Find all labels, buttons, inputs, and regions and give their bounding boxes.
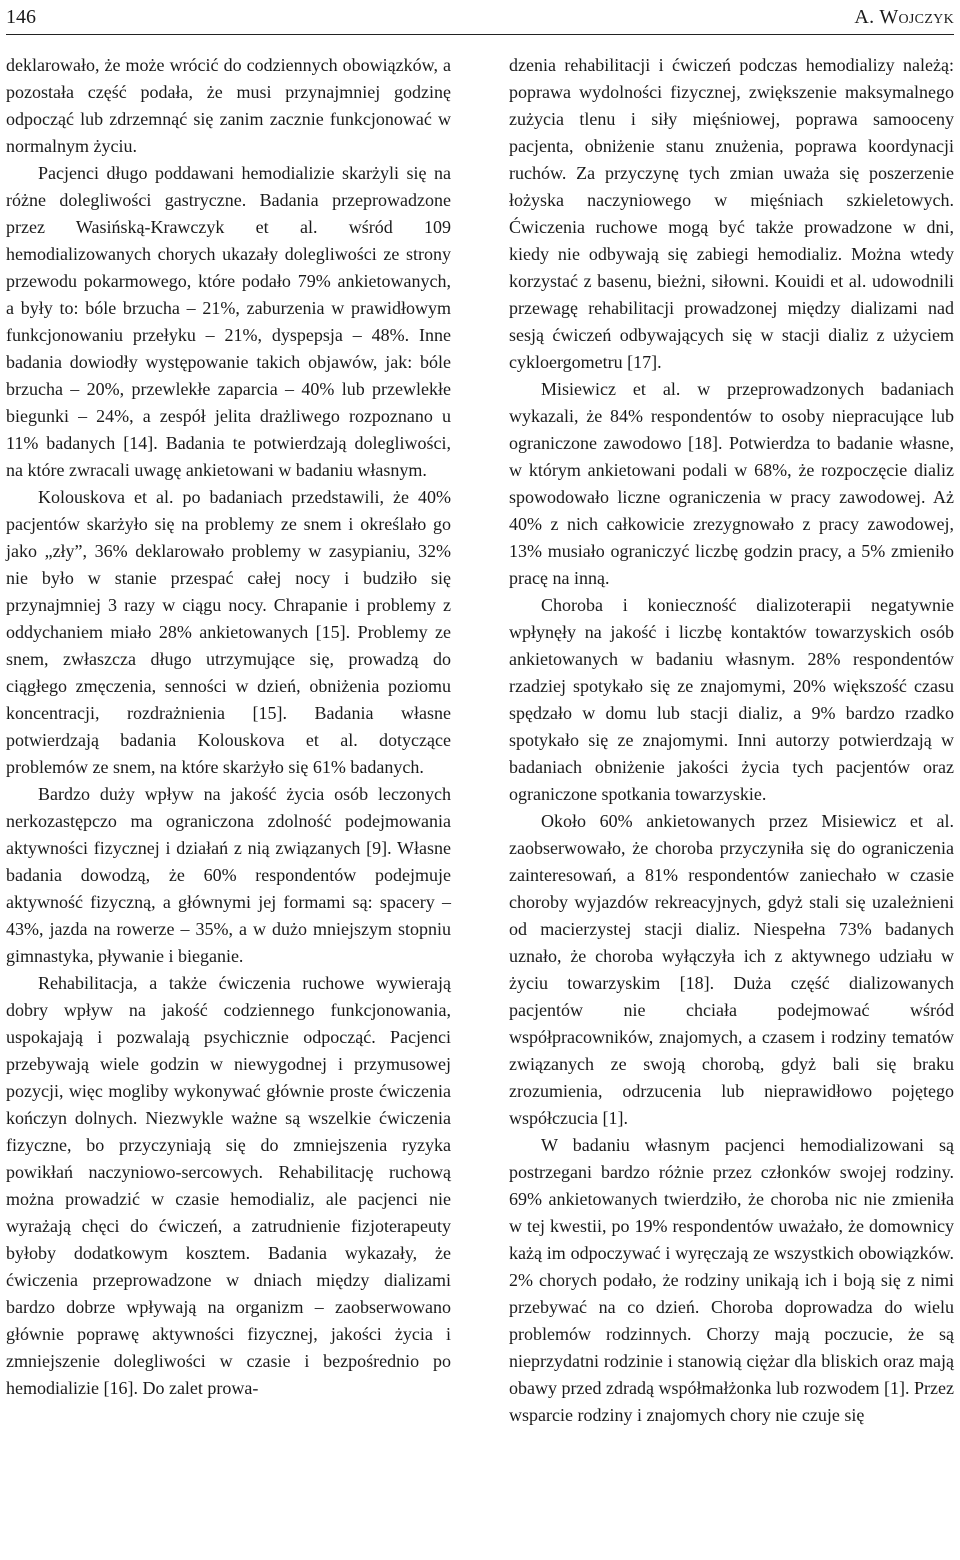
- paragraph: Choroba i konieczność dializoterapii negatywnie wpłynęły na jakość i liczbę kontaktów towarzyskich osób ankietowanych w badaniu własnym. 28% respondentów rzadziej spotykało się ze znajomymi, 20% większość czasu spędzało w domu lub stacji dializ, a 9% bardzo rzadko spotykało się ze znajomymi. Inni autorzy potwierdzają w badaniach obniżenie jakości życia tych pacjentów oraz ograniczone spotkania towarzyskie.: [509, 595, 954, 804]
- running-header: [6, 0, 954, 35]
- paragraph: Bardzo duży wpływ na jakość życia osób leczonych nerkozastępczo ma ograniczona zdolność podejmowania aktywności fizycznej i działań z nią związanych [9]. Własne badania dowodzą, że 60% respondentów podejmuje aktywność fizyczną, a głównymi jej formami są: spacery – 43%, jazda na rowerze – 35%, a w dużo mniejszym stopniu gimnastyka, pływanie i bieganie.: [6, 784, 451, 966]
- page-number: 146: [6, 6, 36, 28]
- paragraph: deklarowało, że może wrócić do codziennych obowiązków, a pozostała część podała, że musi przynajmniej godzinę odpocząć lub zdrzemnąć się zanim zacznie funkcjonować w normalnym życiu.: [6, 55, 451, 156]
- paragraph: Około 60% ankietowanych przez Misiewicz et al. zaobserwowało, że choroba przyczyniła się do ograniczenia zainteresowań, a 81% respondentów zaniechało w czasie choroby wyjazdów rekreacyjnych, gdyż stali się uzależnieni od macierzystej stacji dializ. Niespełna 73% badanych uznało, że choroba wyłączyła ich z aktywnego udziału w życiu towarzyskim [18]. Duża część dializowanych pacjentów nie chciała podejmować wśród współpracowników, znajomych, a czasem i rodziny tematów związanych ze swoją chorobą, gdyż bali się braku zrozumienia, odrzucenia lub nieprawidłowo pojętego współczucia [1].: [509, 811, 954, 1128]
- paragraph: W badaniu własnym pacjenci hemodializowani są postrzegani bardzo różnie przez członków swojej rodziny. 69% ankietowanych twierdziło, że choroba nic nie zmieniła w tej kwestii, po 19% respondentów uważało, że domownicy każą im odpoczywać i wyręczają ze wszystkich obowiązków. 2% chorych podało, że rodziny unikają ich i boją się z nimi przebywać na co dzień. Choroba doprowadza do wielu problemów rodzinnych. Chorzy mają poczucie, że są nieprzydatni rodzinie i stanowią ciężar dla bliskich oraz mają obawy przed zdradą współmałżonka lub rozwodem [1]. Przez wsparcie rodziny i znajomych chory nie czuje się: [509, 1135, 954, 1425]
- right-column: [509, 52, 954, 1429]
- paragraph: Rehabilitacja, a także ćwiczenia ruchowe wywierają dobry wpływ na jakość codziennego funkcjonowania, uspokajają i pozwalają psychicznie odpocząć. Pacjenci przebywają wiele godzin w niewygodnej i przymusowej pozycji, więc mogliby wykonywać głównie proste ćwiczenia kończyn dolnych. Niezwykle ważne są wszelkie ćwiczenia fizyczne, bo przyczyniają się do zmniejszenia ryzyka powikłań naczyniowo-sercowych. Rehabilitację ruchową można prowadzić w czasie hemodializ, ale pacjenci nie wyrażają chęci do ćwiczeń, a zatrudnienie fizjoterapeuty byłoby dodatkowym kosztem. Badania wykazały, że ćwiczenia przeprowadzone w dniach między dializami bardzo dobrze wpływają na organizm – zaobserwowano głównie poprawę aktywności fizycznej, jakości życia i zmniejszenie dolegliwości w czasie i bezpośrednio po hemodializie [16]. Do zalet prowa-: [6, 973, 451, 1398]
- paragraph: Pacjenci długo poddawani hemodializie skarżyli się na różne dolegliwości gastryczne. Badania przeprowadzone przez Wasińską-Krawczyk et al. wśród 109 hemodializowanych chorych ukazały dolegliwości ze strony przewodu pokarmowego, które podało 79% ankietowanych, a były to: bóle brzucha – 21%, zaburzenia w prawidłowym funkcjonowaniu przełyku – 21%, dyspepsja – 48%. Inne badania dowiodły występowanie takich objawów, jak: bóle brzucha – 20%, przewlekłe zaparcia – 40% lub przewlekłe biegunki – 24%, a zespół jelita drażliwego rozpoznano u 11% badanych [14]. Badania te potwierdzają dolegliwości, na które zwracali uwagę ankietowani w badaniu własnym.: [6, 163, 451, 480]
- paragraph: Misiewicz et al. w przeprowadzonych badaniach wykazali, że 84% respondentów to osoby niepracujące lub ograniczone zawodowo [18]. Potwierdza to badanie własne, w którym ankietowani podali w 68%, że rozpoczęcie dializ spowodowało liczne ograniczenia w pracy zawodowej. Aż 40% z nich całkowicie zrezygnowało z pracy zawodowej, 13% musiało ograniczyć liczbę godzin pracy, a 5% zmieniło pracę na inną.: [509, 379, 954, 588]
- running-author: A. Wojczyk: [854, 6, 954, 28]
- paragraph: dzenia rehabilitacji i ćwiczeń podczas hemodializy należą: poprawa wydolności fizycznej, zwiększenie maksymalnego zużycia tlenu i siły mięśniowej, poprawa samooceny pacjenta, obniżenie stanu znużenia, poprawa koordynacji ruchów. Za przyczynę tych zmian uważa się poszerzenie łożyska naczyniowego w mięśniach szkieletowych. Ćwiczenia ruchowe mogą być także prowadzone w dni, kiedy nie odbywają się zabiegi hemodializ. Można wtedy korzystać z basenu, bieżni, siłowni. Kouidi et al. udowodnili przewagę rehabilitacji prowadzonej między dializami nad sesją ćwiczeń odbywających się w stacji dializ z użyciem cykloergometru [17].: [509, 55, 954, 372]
- paragraph: Kolouskova et al. po badaniach przedstawili, że 40% pacjentów skarżyło się na problemy ze snem i określało go jako „zły”, 36% deklarowało problemy w zasypianiu, 32% nie było w stanie przespać całej nocy i budziło się przynajmniej 3 razy w ciągu nocy. Chrapanie i problemy z oddychaniem miało 28% ankietowanych [15]. Problemy ze snem, zwłaszcza długo utrzymujące się, prowadzą do ciągłego zmęczenia, senności w dzień, obniżenia poziomu koncentracji, rozdrażnienia [15]. Badania własne potwierdzają badania Kolouskova et al. dotyczące problemów ze snem, na które skarżyło się 61% badanych.: [6, 487, 451, 777]
- left-column: [6, 52, 451, 1402]
